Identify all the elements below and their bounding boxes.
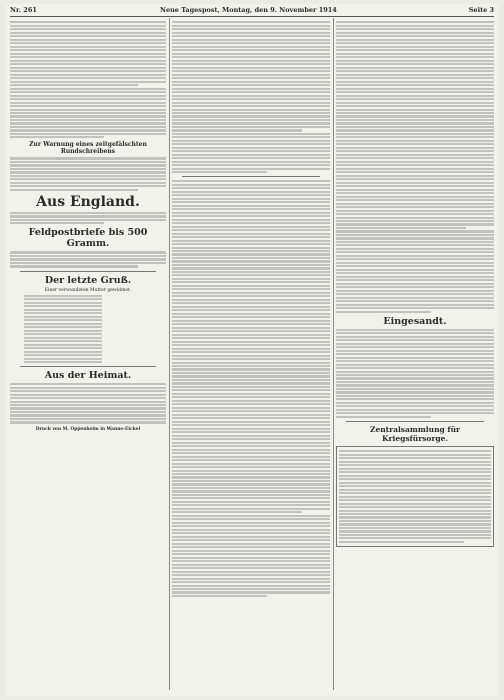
page-number: Nr. 261 — [10, 6, 37, 14]
masthead — [10, 4, 494, 17]
page-label: Seite 3 — [468, 6, 494, 14]
print-footer: Druck von M. Oppenheim in Wanne-Eickel — [35, 426, 141, 432]
column-2 — [172, 20, 330, 690]
article-text — [10, 21, 166, 86]
article-text — [336, 21, 494, 229]
headline-zentralsammlung: Zentralsammlung für Kriegsfürsorge. — [369, 424, 461, 443]
column-3 — [336, 20, 494, 690]
headline-heimat: Aus der Heimat. — [44, 370, 132, 382]
poem-dedication: Einer verwundeten Mutter gewidmet. — [44, 287, 132, 293]
article-text — [336, 230, 494, 312]
headline-warnung: Zur Warnung eines zeitgefälschten Rundschreibens — [29, 141, 147, 156]
article-text — [172, 515, 330, 597]
article-text — [10, 88, 166, 139]
article-text — [10, 251, 166, 267]
newspaper-title: Neue Tagespost, Montag, den 9. November 1914 — [160, 6, 337, 14]
section-rule — [20, 271, 156, 272]
headline-feldpost: Feldpostbriefe bis 500 Gramm. — [28, 227, 148, 250]
headline-eingesandt: Eingesandt. — [383, 315, 447, 327]
donation-list — [336, 446, 494, 547]
headline-england: Aus England. — [36, 193, 140, 210]
section-rule — [182, 176, 320, 177]
column-1 — [10, 20, 166, 690]
section-rule — [346, 421, 484, 422]
article-text — [10, 157, 166, 190]
article-text — [10, 383, 166, 423]
column-divider — [333, 18, 334, 690]
section-rule — [20, 366, 156, 367]
poem — [10, 295, 166, 363]
column-divider — [169, 18, 170, 690]
newspaper-page — [6, 4, 498, 696]
list-text — [172, 21, 330, 131]
headline-gruss: Der letzte Gruß. — [44, 274, 132, 286]
article-text — [172, 180, 330, 513]
article-text — [172, 133, 330, 173]
article-text — [336, 329, 494, 418]
article-text — [10, 212, 166, 225]
